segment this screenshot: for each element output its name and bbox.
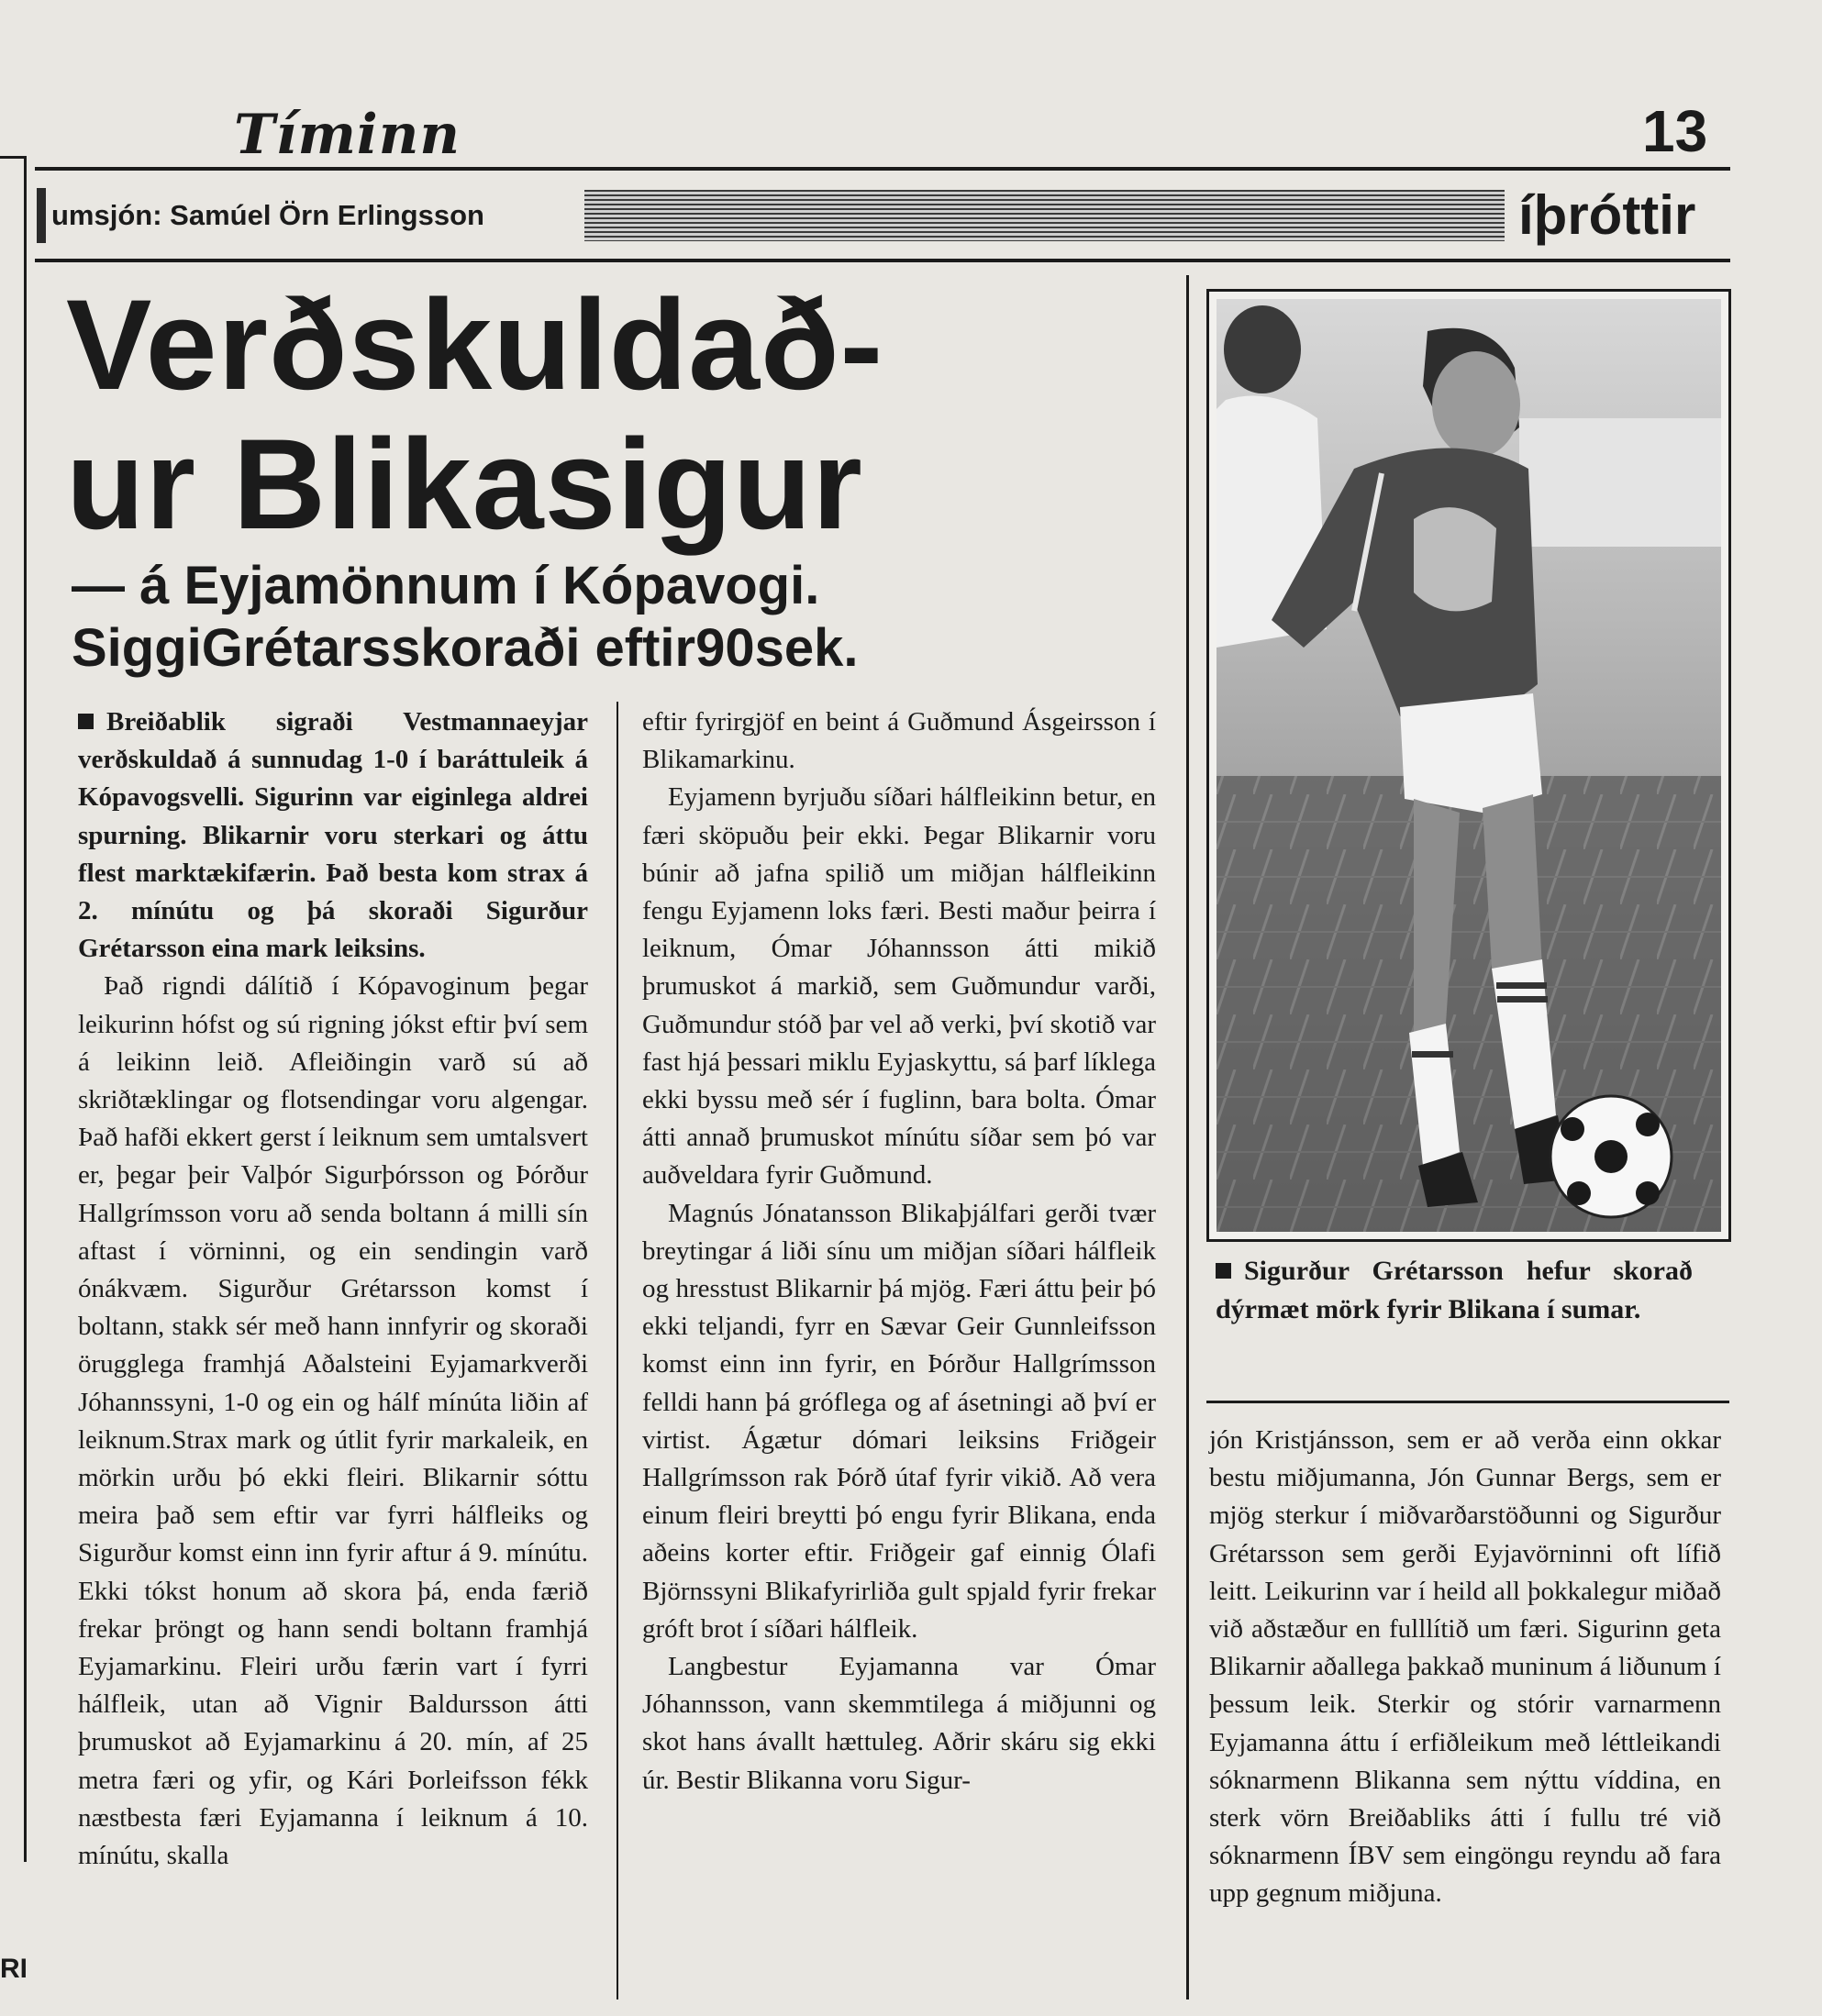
column-rule-1 [617, 702, 618, 1999]
subheadline-line-2: SiggiGrétarsskoraði eftir90sek. [72, 618, 859, 678]
column-rule-2 [1186, 275, 1189, 1999]
section-editor: umsjón: Samúel Örn Erlingsson [51, 199, 484, 231]
football-player-photo [1217, 299, 1721, 1232]
left-page-edge-fragment: RI [0, 1954, 28, 1984]
article-paragraph: Eyjamenn byrjuðu síðari hálfleikinn betur, en færi sköpuðu þeir ekki. Þegar Blikarnir voru búnir að jafna spilið um miðjan hálfleikinn fengu Eyjamenn loks færi. Besti maður þeirra í leiknum, Ómar Jóhannsson átti mikið þrumuskot á markið, sem Guðmundur varði, Guðmundur stóð þar vel að verki, því skotið var fast hjá þessari miklu Eyjaskyttu, sá þarf líklega ekki byssu með sér í fuglinn, bara bolta. Ómar átti annað þrumuskot mínútu síðar sem þó var auðveldara fyrir Guðmund. [642, 782, 1156, 1191]
left-page-edge-vertical [24, 156, 27, 1862]
article-lead-paragraph: Breiðablik sigraði Vestmannaeyjar verðskuldað á sunnudag 1-0 í baráttuleik á Kópavogsvelli. Sigurinn var eiginlega aldrei spurning. Blikarnir voru sterkari og áttu flest marktækifærin. Það besta kom strax á 2. mínútu og þá skoraði Sigurður Grétarsson eina mark leiksins. [78, 707, 588, 964]
photo-caption: Sigurður Grétarsson hefur skorað dýrmæt mörk fyrir Blikana í sumar. [1216, 1256, 1693, 1324]
newspaper-name: Tíminn [234, 103, 461, 167]
article-paragraph: Magnús Jónatansson Blikaþjálfari gerði tvær breytingar á liði sínu um miðjan síðari hálfleik og hresstust Blikarnir þá mjög. Færi áttu þeir þó ekki teljandi, fyrr en Sævar Geir Gunnleifsson komst einn inn fyrir, en Þórður Hallgrímsson felldi hann þá gróflega og af ásetningi að því er virtist. Ágætur dómari leiksins Friðgeir Hallgrímsson rak Þórð útaf fyrir vikið. Að vera einum fleiri breytti þó engu fyrir Blikana, enda aðeins korter eftir. Friðgeir gaf einnig Ólafi Björnssyni Blikafyrirliða gult spjald fyrir frekar gróft brot í síðari hálfleik. [642, 1198, 1156, 1644]
masthead-top-rule [35, 167, 1730, 171]
subheadline-line-1: — á Eyjamönnum í Kópavogi. [72, 556, 820, 615]
headline [66, 272, 1158, 556]
left-page-edge-rule [0, 156, 26, 159]
article-column-2 [642, 703, 1156, 1800]
band-left-marker [37, 188, 46, 243]
article-paragraph: jón Kristjánsson, sem er að verða einn okkar bestu miðjumanna, Jón Gunnar Bergs, sem er mjög sterkur í miðvarðarstöðunni og Sigurður Grétarsson sem gerði Eyjavörninni oft lífið leitt. Leikurinn var í heild all þokkalegur miðað við aðstæður en fulllítið um færi. Sigurinn geta Blikarnir aðallega þakkað muninum á liðunum í þessum leik. Sterkir og stórir varnarmenn Eyjamanna áttu í erfiðleikum með léttleikandi sóknarmenn Blikanna sem nýttu víddina, en sterk vörn Breiðabliks átti í fullu tré við sóknarmenn ÍBV sem eingöngu reyndu að fara upp gegnum miðjuna. [1209, 1425, 1721, 1909]
article-paragraph: eftir fyrirgjöf en beint á Guðmund Ásgeirsson í Blikamarkinu. [642, 707, 1156, 775]
masthead-bottom-rule [35, 259, 1730, 262]
article-column-3 [1209, 1422, 1721, 1913]
article-paragraph: Það rigndi dálítið í Kópavoginum þegar leikurinn hófst og sú rigning jókst eftir því sem á leikinn leið. Afleiðingin varð sú að skriðtæklingar og flotsendingar voru algengar. Það hafði ekkert gerst í leiknum sem umtalsvert er, þegar þeir Valþór Sigurþórsson og Þórður Hallgrímsson voru að senda boltann á milli sín aftast í vörninni, og ein sendingin varð ónákvæm. Sigurður Grétarsson komst í boltann, stakk sér með hann innfyrir og skoraði örugglega framhjá Aðalsteini Eyjamarkverði Jóhannssyni, 1-0 og ein og hálf mínúta liðin af leiknum.Strax mark og útlit fyrir markaleik, en mörkin urðu þó ekki fleiri. Blikarnir sóttu meira það sem eftir var fyrri hálfleiks og Sigurður komst einn inn fyrir aftur á 9. mínútu. Ekki tókst honum að skora þá, enda færið frekar þröngt og hann sendi boltann framhjá Eyjamarkinu. Fleiri urðu færin vart í fyrri hálfleik, utan að Vignir Baldursson átti þrumuskot að Eyjamarkinu á 20. mín, af 25 metra færi og yfir, og Kári Þorleifsson fékk næstbesta færi Eyjamanna í leiknum á 10. mínútu, skalla [78, 971, 588, 1871]
page-number: 13 [1642, 98, 1708, 164]
article-column-1 [78, 703, 588, 1875]
headline-line-1: Verðskuldað- [66, 272, 884, 416]
caption-bottom-rule [1206, 1401, 1729, 1403]
headline-line-2: ur Blikasigur [66, 412, 863, 556]
bullet-square-icon [78, 714, 94, 729]
article-paragraph: Langbestur Eyjamanna var Ómar Jóhannsson, vann skemmtilega á miðjunni og skot hans ávallt hættuleg. Aðrir skáru sig ekki úr. Bestir Blikanna voru Sigur- [642, 1652, 1156, 1795]
subheadline [72, 555, 1191, 680]
photo-frame [1206, 289, 1731, 1242]
section-band [37, 188, 1505, 243]
band-stripes [584, 190, 1505, 241]
bullet-square-icon [1216, 1263, 1231, 1279]
section-name: íþróttir [1518, 184, 1696, 246]
